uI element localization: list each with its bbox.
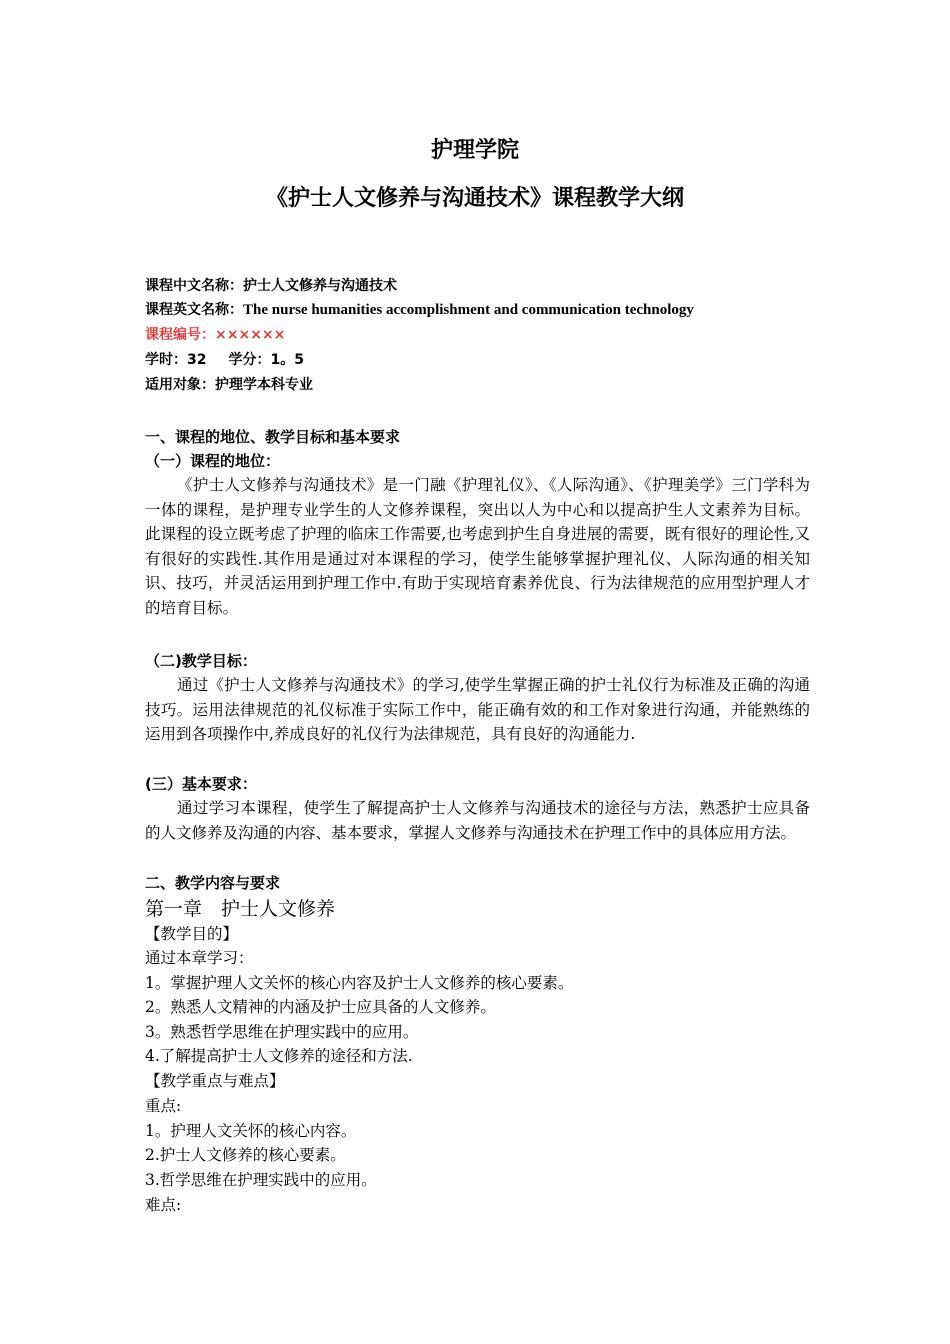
course-cn-name [145, 274, 397, 298]
key-heading: 【教学重点与难点】 [145, 1072, 285, 1090]
course-code-value: ×××××× [215, 327, 286, 343]
course-en-name-label: 课程英文名称： [145, 302, 243, 318]
difficult-label: 难点: [145, 1196, 182, 1214]
course-code [145, 323, 285, 347]
course-cn-name-value: 护士人文修养与沟通技术 [243, 278, 397, 294]
key-item: 2.护士人文修养的核心要素。 [145, 1146, 346, 1164]
chapter-title: 第一章 护士人文修养 [145, 898, 336, 920]
course-hours-credit [145, 348, 304, 372]
key-item: 3.哲学思维在护理实践中的应用。 [145, 1171, 377, 1189]
target-value: 护理学本科专业 [215, 377, 313, 393]
credit-label: 学分： [228, 352, 271, 368]
section1-heading: 一、课程的地位、教学目标和基本要求 [145, 428, 401, 446]
aim-item: 3。熟悉哲学思维在护理实践中的应用。 [145, 1023, 419, 1041]
section2-heading: 二、教学内容与要求 [145, 874, 281, 892]
section1-sub2-paragraph: 通过《护士人文修养与沟通技术》的学习,使学生掌握正确的护士礼仪行为标准及正确的沟通技巧。运用法律规范的礼仪标准于实际工作中，能正确有效的和工作对象进行沟通，并能熟练的运用到各项操作中,养成良好的礼仪行为法律规范，具有良好的沟通能力. [145, 676, 810, 743]
aim-item: 1。掌握护理人文关怀的核心内容及护士人文修养的核心要素。 [145, 974, 574, 992]
course-target [145, 373, 313, 397]
syllabus-title: 《护士人文修养与沟通技术》课程教学大纲 [265, 186, 684, 211]
section1-sub1-paragraph: 《护士人文修养与沟通技术》是一门融《护理礼仪》、《人际沟通》、《护理美学》三门学科为一体的课程，是护理专业学生的人文修养课程，突出以人为中心和以提高护生人文素养为目标。此课程的设立既考虑了护理的临床工作需要,也考虑到护生自身进展的需要，既有很好的理论性,又有很好的实践性.其作用是通过对本课程的学习，使学生能够掌握护理礼仪、人际沟通的相关知识、技巧，并灵活运用到护理工作中.有助于实现培育素养优良、行为法律规范的应用型护理人才的培育目标。 [145, 476, 810, 617]
section1-sub2-heading: （二)教学目标： [145, 652, 257, 670]
aim-item: 2。熟悉人文精神的内涵及护士应具备的人文修养。 [145, 998, 496, 1016]
course-en-name-value: The nurse humanities accomplishment and communication technology [243, 302, 694, 318]
course-en-name [145, 298, 694, 322]
section1-sub3-paragraph: 通过学习本课程，使学生了解提高护士人文修养与沟通技术的途径与方法，熟悉护士应具备的人文修养及沟通的内容、基本要求，掌握人文修养与沟通技术在护理工作中的具体应用方法。 [145, 799, 810, 842]
aim-intro: 通过本章学习： [145, 949, 254, 967]
target-label: 适用对象： [145, 377, 215, 393]
course-cn-name-label: 课程中文名称： [145, 278, 243, 294]
key-label: 重点: [145, 1097, 182, 1115]
aim-heading: 【教学目的】 [145, 925, 239, 943]
aim-item: 4.了解提高护士人文修养的途径和方法. [145, 1047, 413, 1065]
hours-value: 32 [187, 352, 207, 368]
section1-sub3-heading: (三）基本要求： [145, 775, 257, 793]
hours-label: 学时： [145, 352, 187, 368]
school-title: 护理学院 [430, 138, 519, 163]
key-item: 1。护理人文关怀的核心内容。 [145, 1122, 357, 1140]
section1-sub1-heading: （一）课程的地位： [145, 452, 281, 470]
credit-value: 1。5 [270, 352, 304, 368]
course-code-label: 课程编号： [145, 327, 215, 343]
